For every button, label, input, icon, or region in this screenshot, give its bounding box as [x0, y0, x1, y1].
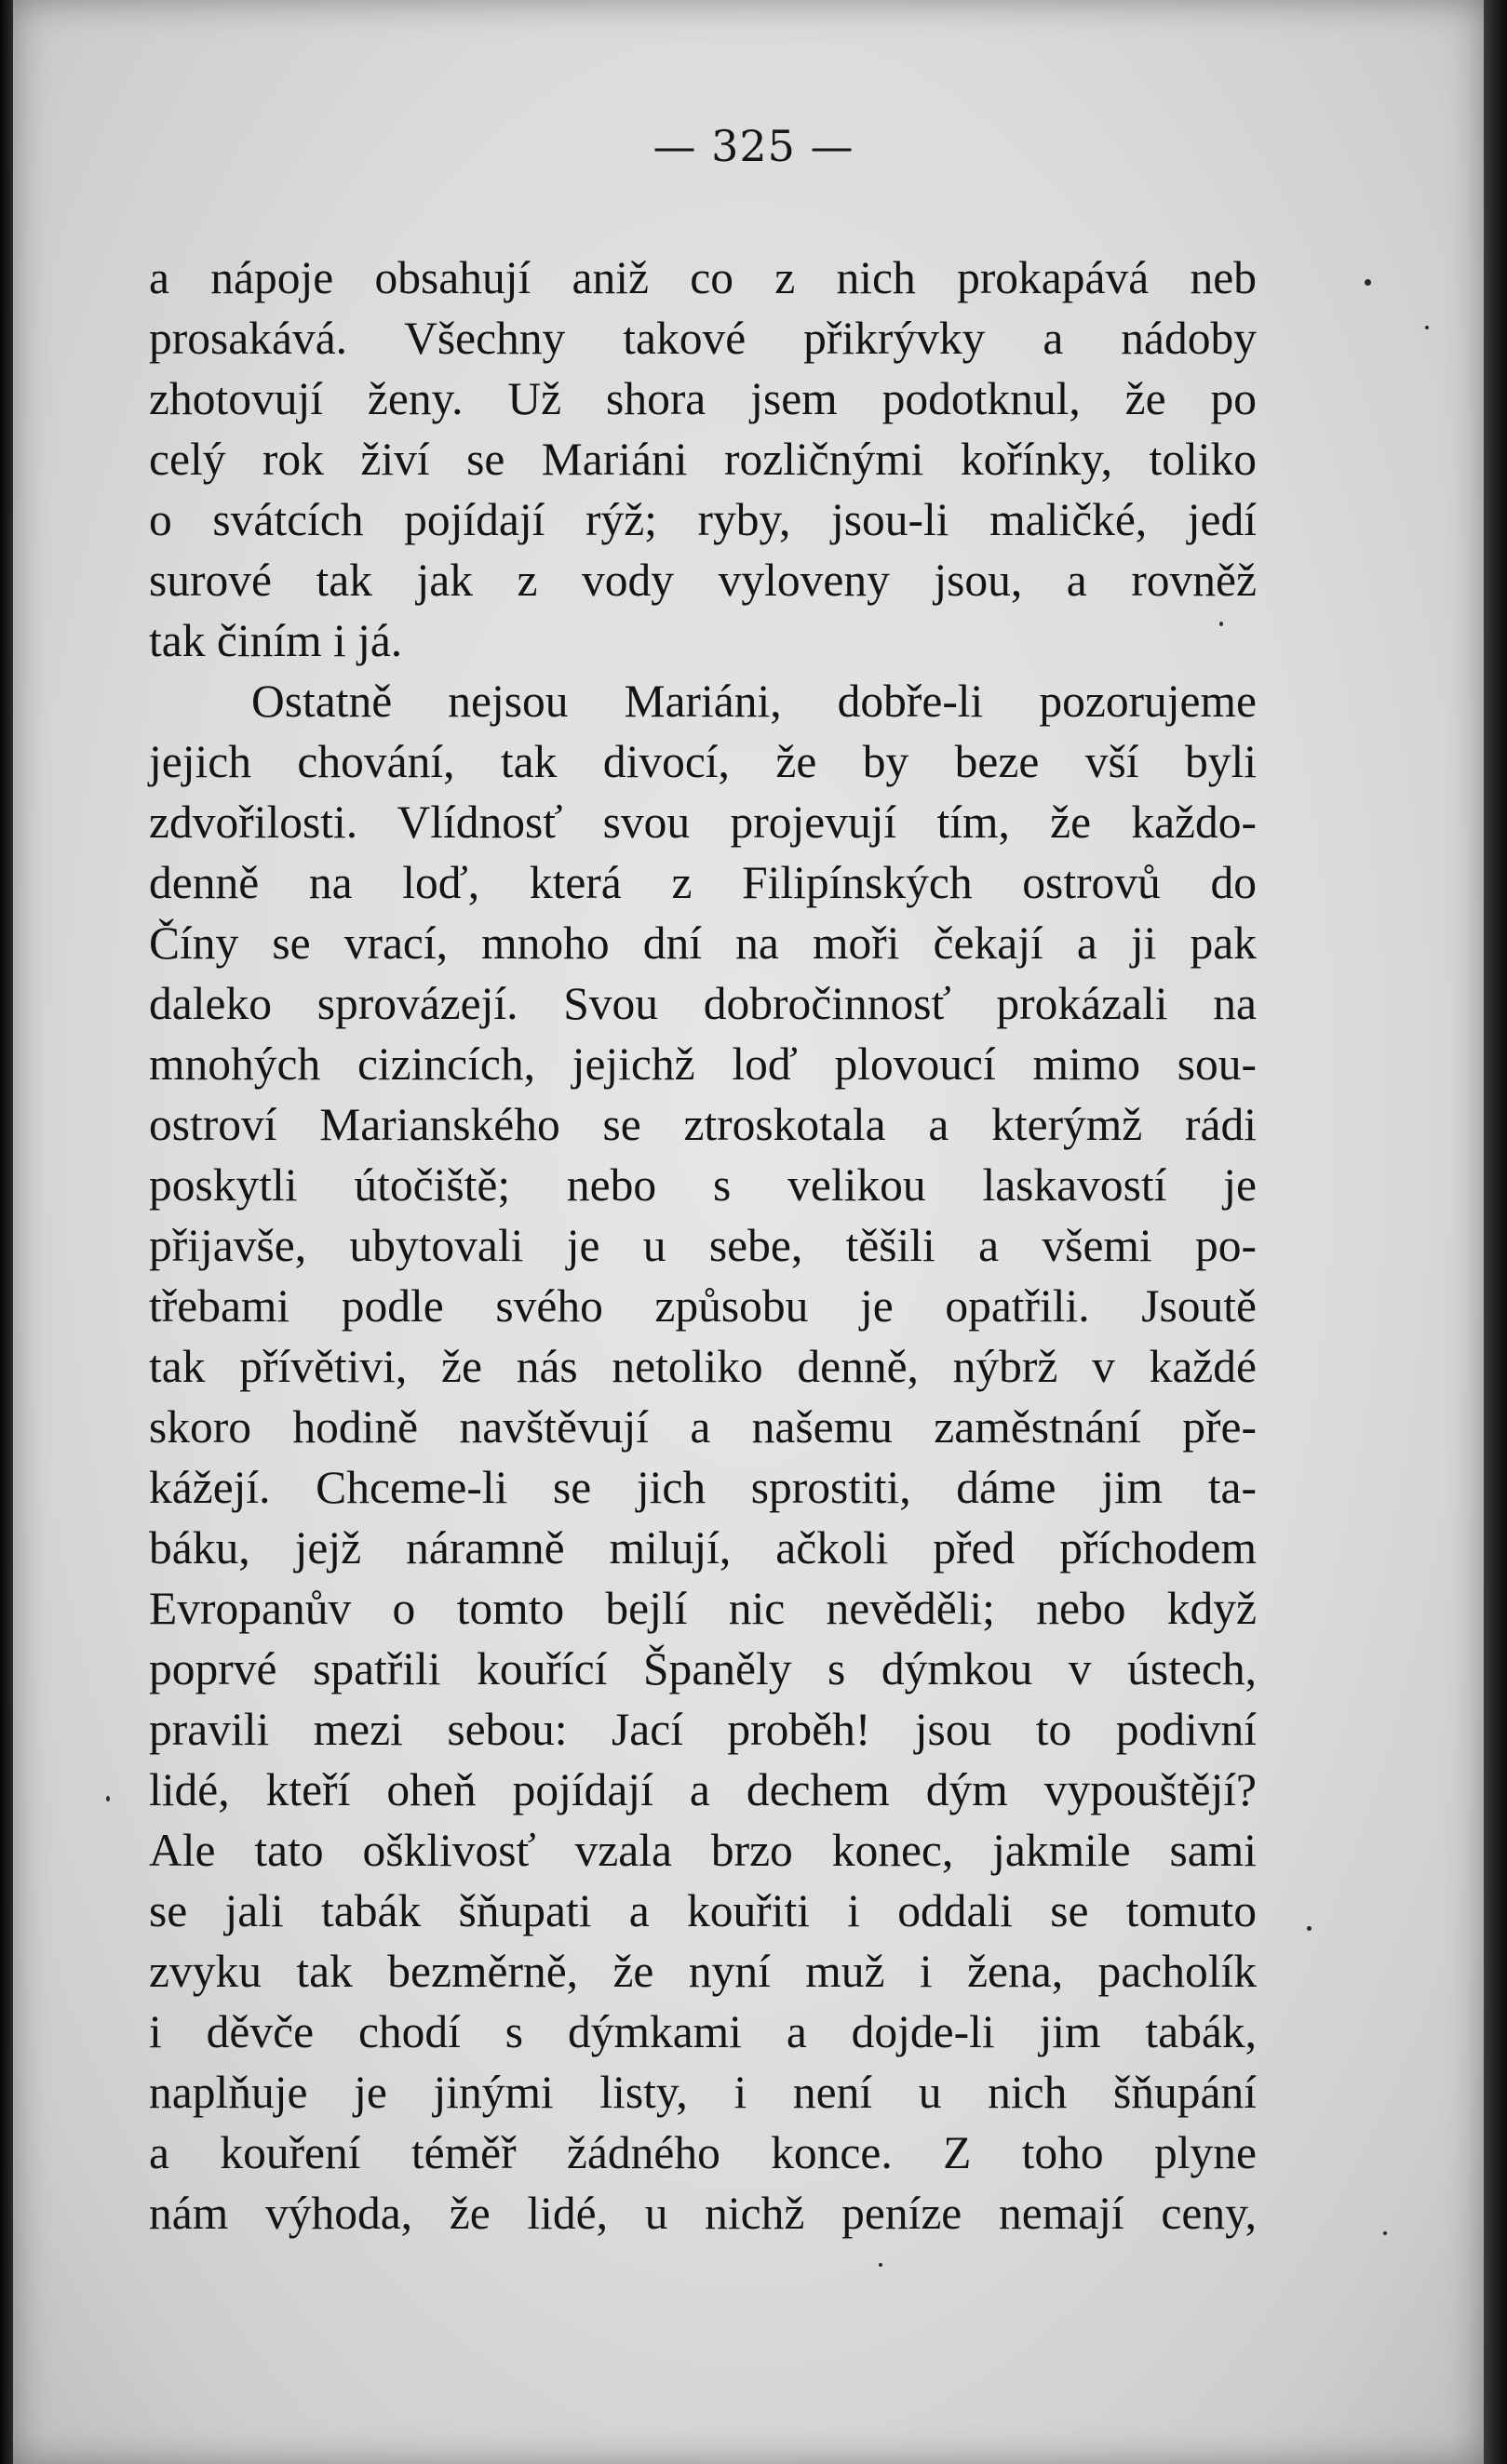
text-line: ostroví Marianského se ztroskotala a kterýmž rádi	[149, 1099, 1257, 1150]
paper-speck	[1307, 1926, 1312, 1931]
text-line: denně na loď, která z Filipínských ostrovů do	[149, 857, 1257, 908]
text-line: o svátcích pojídají rýž; ryby, jsou-li maličké, jedí	[149, 494, 1257, 545]
text-line: tak přívětivi, že nás netoliko denně, nýbrž v každé	[149, 1341, 1257, 1392]
text-line: lidé, kteří oheň pojídají a dechem dým vypouštějí?	[149, 1764, 1257, 1815]
text-line: Ale tato ošklivosť vzala brzo konec, jakmile sami	[149, 1825, 1257, 1876]
paper-speck	[1365, 279, 1371, 286]
text-line: a nápoje obsahují aniž co z nich prokapává neb	[149, 252, 1257, 303]
page-left-edge-shadow	[0, 0, 13, 2464]
text-line: skoro hodině navštěvují a našemu zaměstnání pře-	[149, 1401, 1257, 1453]
text-line: Číny se vrací, mnoho dní na moři čekají a ji pak	[149, 917, 1257, 969]
text-line: poskytli útočiště; nebo s velikou laskavostí je	[149, 1159, 1257, 1211]
paper-speck	[106, 1796, 110, 1801]
text-line: celý rok živí se Mariáni rozličnými kořínky, toliko	[149, 434, 1257, 485]
text-line: zhotovují ženy. Už shora jsem podotknul, že po	[149, 373, 1257, 424]
text-line: prosakává. Všechny takové přikrývky a nádoby	[149, 313, 1257, 364]
text-line: i děvče chodí s dýmkami a dojde-li jim tabák,	[149, 2006, 1257, 2057]
paper-speck	[1425, 326, 1429, 329]
text-line: tak činím i já.	[149, 615, 403, 666]
text-line: kážejí. Chceme-li se jich sprostiti, dáme jim ta-	[149, 1462, 1257, 1513]
text-line: daleko sprovázejí. Svou dobročinnosť prokázali na	[149, 978, 1257, 1029]
text-line: se jali tabák šňupati a kouřiti i oddali se tomuto	[149, 1885, 1257, 1936]
text-line: mnohých cizincích, jejichž loď plovoucí mimo sou-	[149, 1038, 1257, 1090]
text-line: poprvé spatřili kouřící Španěly s dýmkou v ústech,	[149, 1643, 1257, 1694]
text-line: Evropanův o tomto bejlí nic nevěděli; nebo když	[149, 1583, 1257, 1634]
text-line: zvyku tak bezměrně, že nyní muž i žena, pacholík	[149, 1946, 1257, 1997]
paper-speck	[879, 2263, 882, 2267]
text-line: nám výhoda, že lidé, u nichž peníze nemají ceny,	[149, 2188, 1257, 2239]
paper-speck	[1383, 2231, 1387, 2235]
text-line: jejich chování, tak divocí, že by beze vší byli	[149, 736, 1257, 787]
page-right-edge-shadow	[1484, 0, 1507, 2464]
text-line: a kouření téměř žádného konce. Z toho plyne	[149, 2127, 1257, 2178]
text-line: zdvořilosti. Vlídnosť svou projevují tím, že každo-	[149, 797, 1257, 848]
text-line: Ostatně nejsou Mariáni, dobře-li pozorujeme	[251, 676, 1257, 727]
page-number: — 325 —	[653, 121, 854, 171]
body-text	[149, 248, 1257, 2243]
text-line: báku, jejž náramně milují, ačkoli před příchodem	[149, 1522, 1257, 1573]
text-line: surové tak jak z vody vyloveny jsou, a rovněž	[149, 555, 1257, 606]
text-line: přijavše, ubytovali je u sebe, těšili a všemi po-	[149, 1220, 1257, 1271]
text-line: třebami podle svého způsobu je opatřili. Jsoutě	[149, 1280, 1257, 1332]
text-line: naplňuje je jinými listy, i není u nich šňupání	[149, 2067, 1257, 2118]
text-line: pravili mezi sebou: Jací proběh! jsou to podivní	[149, 1704, 1257, 1755]
